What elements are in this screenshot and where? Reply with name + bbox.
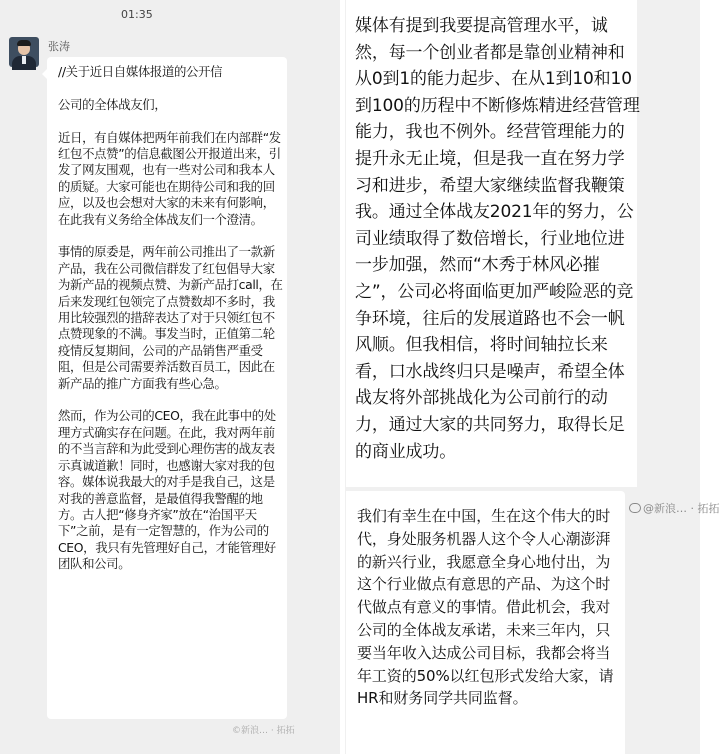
watermark — [629, 500, 720, 516]
avatar-shirt — [22, 56, 26, 64]
letter-paragraph: 近日，有自媒体把两年前我们在内部群“发红包不点赞”的信息截图公开报道出来，引发了网友围观，也有一些对公司和我本人的质疑。大家可能也在期待公司和我的回应，以及也会想对大家的未来有何影响，在此我有义务给全体战友们一个澄清。 — [58, 129, 281, 227]
bubble-tail — [42, 69, 47, 79]
avatar[interactable] — [9, 37, 39, 67]
watermark-text: @新浪… · 拓拓 — [643, 502, 720, 515]
message-text — [357, 505, 625, 710]
avatar-hair — [17, 40, 31, 46]
letter-title: //关于近日自媒体报道的公开信 — [58, 64, 223, 79]
message-text — [58, 64, 284, 573]
letter-paragraph: 媒体有提到我要提高管理水平，诚然，每一个创业者都是靠创业精神和从0到1的能力起步、在从1到10和10到100的历程中不断修炼精进经营管理能力，我也不例外。经营管理能力的提升永无止境，但是我一直在努力学习和进步，希望大家继续监督我鞭策我。通过全体战友2021年的努力，公司业绩取得了数倍增长，行业地位进一步加强，然而“木秀于林风必摧之”，公司必将面临更加严峻险恶的竞争环境，往后的发展道路也不会一帆风顺。但我相信，将时间轴拉长来看，口水战终归只是噪声，希望全体战友将外部挑战化为公司前行的动力，通过大家的共同努力，取得长足的商业成功。 — [355, 16, 640, 462]
message-text — [355, 13, 640, 465]
letter-paragraph: 然而，作为公司的CEO，我在此事中的处理方式确实存在问题。在此，我对两年前的不当言辞和为此受到心理伤害的战友表示真诚道歉！同时，也感谢大家对我的包容。媒体说我最大的对手是我自己，这是对我的善意监督，是最值得我警醒的地方。古人把“修身齐家”放在“治国平天下”之前，是有一定智慧的，作为公司的CEO，我只有先管理好自己，才能管理好团队和公司。 — [58, 408, 276, 572]
letter-paragraph: 事情的原委是，两年前公司推出了一款新产品，我在公司微信群发了红包倡导大家为新产品的视频点赞、为新产品打call，在后来发现红包领完了点赞数却不多时，我用比较强烈的措辞表达了对于只领红包不点赞现象的不满。事发当时，正值第二轮疫情反复期间，公司的产品销售严重受阻，但是公司需要养活数百员工，因此在新产品的推广方面我有些心急。 — [58, 244, 283, 391]
sender-name: 张涛 — [48, 40, 70, 53]
watermark: ©新浪… · 拓拓 — [232, 726, 295, 736]
letter-paragraph: 我们有幸生在中国，生在这个伟大的时代，身处服务机器人这个令人心潮澎湃的新兴行业，我愿意全身心地付出，为这个行业做点有意思的产品、为这个时代做点有意义的事情。借此机会，我对公司的全体战友承诺，未来三年内，只要当年收入达成公司目标，我都会将当年工资的50%以红包形式发给大家，请HR和财务同学共同监督。 — [357, 507, 614, 708]
chat-timestamp: 01:35 — [121, 8, 153, 21]
weibo-icon — [629, 503, 641, 513]
letter-greeting: 公司的全体战友们， — [58, 96, 167, 112]
